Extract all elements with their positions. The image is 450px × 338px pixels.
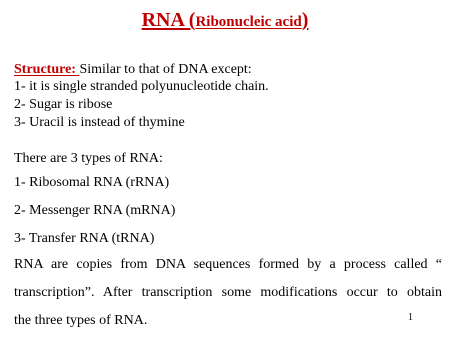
types-intro: There are 3 types of RNA:: [14, 151, 163, 166]
paragraph-line-1: RNA are copies from DNA sequences formed by a process called “: [14, 257, 442, 272]
paragraph-line-3: the three types of RNA.: [14, 313, 148, 328]
title-main: RNA (: [141, 9, 196, 31]
structure-point-3: 3- Uracil is instead of thymine: [14, 115, 185, 130]
structure-label: Structure:: [14, 62, 80, 77]
rna-type-1: 1- Ribosomal RNA (rRNA): [14, 175, 170, 190]
slide-title: [0, 10, 450, 30]
title-close-paren: ): [301, 9, 309, 31]
structure-point-2: 2- Sugar is ribose: [14, 97, 113, 112]
structure-intro: Similar to that of DNA except:: [79, 62, 252, 77]
page-number: 1: [408, 312, 413, 323]
paragraph-line-2: transcription”. After transcription some modifications occur to obtain: [14, 285, 442, 300]
rna-type-2: 2- Messenger RNA (mRNA): [14, 203, 176, 218]
title-subtitle: Ribonucleic acid: [195, 14, 302, 30]
rna-type-3: 3- Transfer RNA (tRNA): [14, 231, 155, 246]
structure-line: [14, 62, 252, 78]
structure-point-1: 1- it is single stranded polyunucleotide chain.: [14, 79, 269, 94]
